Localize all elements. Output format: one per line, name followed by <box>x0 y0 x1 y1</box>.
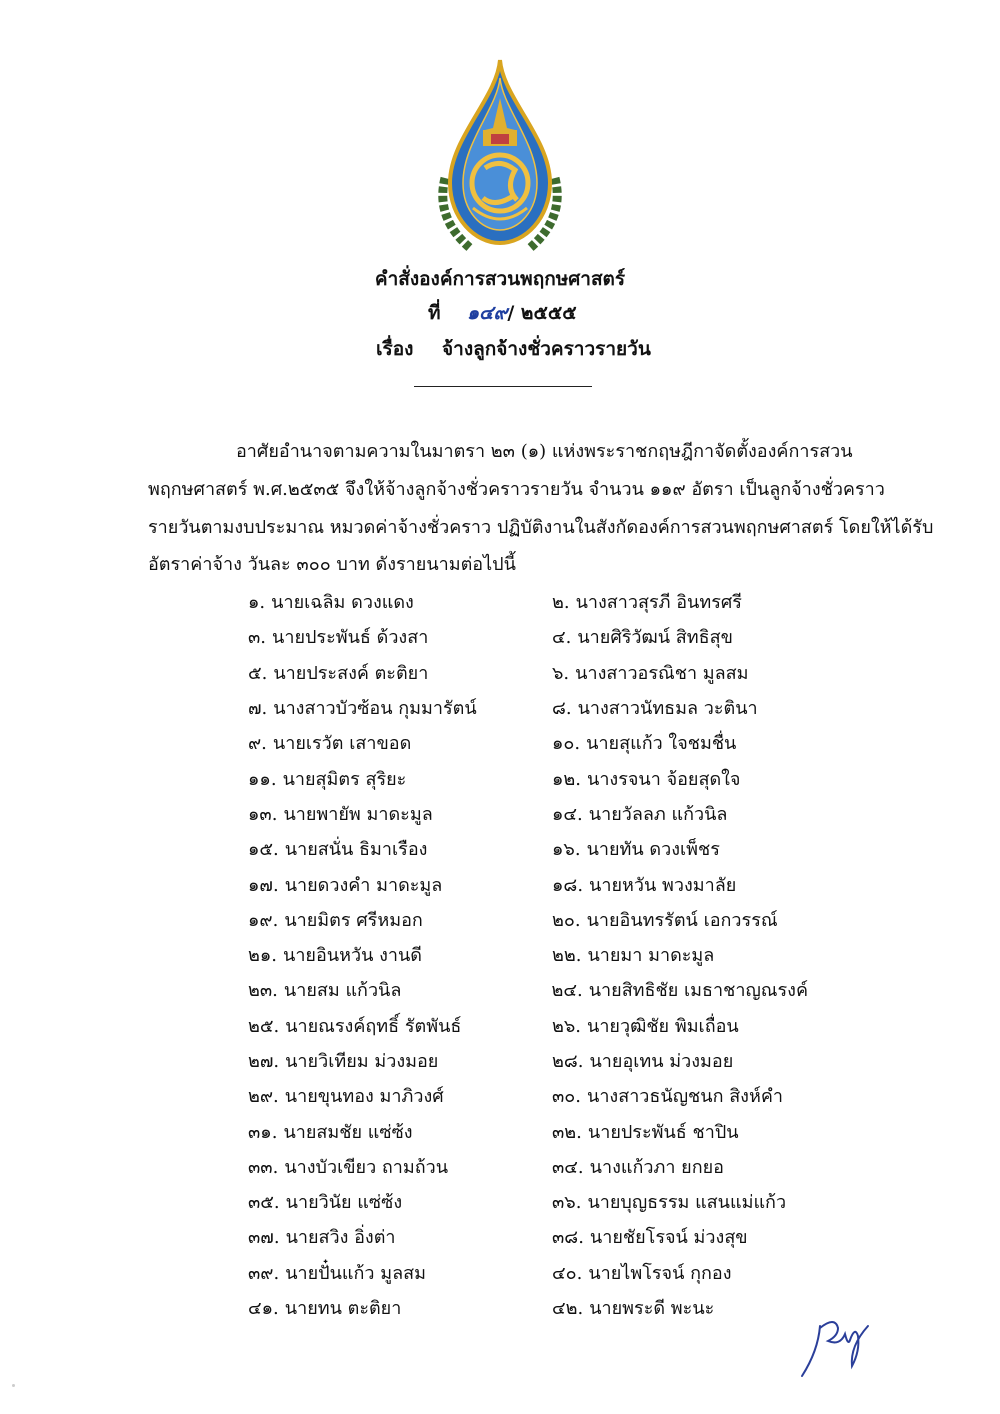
entry-number: ๑๘. <box>552 874 584 896</box>
entry-name: นางสาวบัวซ้อน กุมมารัตน์ <box>273 698 477 720</box>
entry-name: นายอินทรรัตน์ เอกวรรณ์ <box>586 909 778 931</box>
name-entry <box>552 1081 783 1110</box>
name-entry <box>248 1187 552 1216</box>
entry-name: นายวิเทียม ม่วงมอย <box>285 1051 439 1072</box>
entry-name: นายอุเทน ม่วงมอย <box>589 1051 734 1072</box>
name-entry <box>248 622 552 651</box>
name-entry <box>552 728 736 757</box>
entry-name: นายสวิง อิ่งต่า <box>285 1227 396 1249</box>
number-label: ที่ <box>428 302 441 324</box>
name-row <box>248 1255 808 1290</box>
name-row <box>248 1219 808 1254</box>
entry-number: ๒๗. <box>248 1051 280 1072</box>
entry-number: ๗. <box>248 698 268 720</box>
name-row <box>248 584 808 619</box>
body-line-2: พฤกษศาสตร์ พ.ศ.๒๕๓๕ จึงให้จ้างลูกจ้างชั่วคราวรายวัน จำนวน ๑๑๙ อัตรา เป็นลูกจ้างชั่วคราว <box>148 479 885 500</box>
entry-name: นายสิทธิชัย เมธาชาญณรงค์ <box>588 980 808 1002</box>
entry-name: นายสนั่น ธิมาเรือง <box>284 839 428 861</box>
name-entry <box>552 975 808 1004</box>
entry-name: นายสุมิตร สุริยะ <box>282 768 407 790</box>
entry-name: นายดวงคำ มาดะมูล <box>284 874 443 896</box>
name-entry <box>552 622 733 651</box>
name-entry <box>552 940 714 969</box>
name-row <box>248 725 808 760</box>
entry-name: นางสาวนัทธมล วะตินา <box>577 698 758 720</box>
entry-number: ๒๘. <box>552 1051 584 1072</box>
divider <box>414 386 592 387</box>
name-entry <box>248 1152 552 1181</box>
entry-name: นายทน ตะติยา <box>284 1298 402 1320</box>
name-row <box>248 1043 808 1078</box>
subject-text: จ้างลูกจ้างชั่วคราวรายวัน <box>442 338 651 360</box>
name-row <box>248 1149 808 1184</box>
name-entry <box>552 1152 724 1181</box>
entry-number: ๑๒. <box>552 768 582 790</box>
entry-number: ๓๕. <box>248 1192 280 1214</box>
entry-number: ๒๙. <box>248 1086 279 1108</box>
body-line-3: รายวันตามงบประมาณ หมวดค่าจ้างชั่วคราว ปฏิบัติงานในสังกัดองค์การสวนพฤกษศาสตร์ โดยให้ได้รับ <box>148 517 934 538</box>
entry-number: ๔. <box>552 627 572 649</box>
entry-number: ๑๖. <box>552 839 581 861</box>
entry-name: นายมา มาดะมูล <box>587 945 715 967</box>
name-entry <box>248 870 552 899</box>
subject-line <box>376 334 651 364</box>
name-row <box>248 760 808 795</box>
entry-name: นายประพันธ์ ด้วงสา <box>272 627 429 649</box>
organization-logo <box>425 58 575 258</box>
entry-name: นายเรวัต เสาขอด <box>272 733 412 755</box>
name-entry <box>248 728 552 757</box>
entry-number: ๑๔. <box>552 803 583 825</box>
name-entry <box>248 764 552 793</box>
entry-name: นางสาวสุรภี อินทรศรี <box>575 592 742 614</box>
entry-number: ๑๙. <box>248 909 279 931</box>
name-entry <box>248 905 552 934</box>
entry-number: ๓๙. <box>248 1262 280 1284</box>
entry-name: นายทัน ดวงเพ็ชร <box>586 839 720 861</box>
entry-number: ๓๒. <box>552 1121 582 1143</box>
name-row <box>248 619 808 654</box>
name-entry <box>248 1046 552 1075</box>
name-entry <box>552 1117 739 1146</box>
name-row <box>248 831 808 866</box>
body-line-1: อาศัยอำนาจตามความในมาตรา ๒๓ (๑) แห่งพระราชกฤษฎีกาจัดตั้งองค์การสวน <box>236 441 853 462</box>
name-entry <box>552 1011 739 1040</box>
name-entry <box>248 1293 552 1322</box>
entry-number: ๓๘. <box>552 1227 584 1249</box>
entry-number: ๓๓. <box>248 1156 279 1178</box>
entry-name: นางแก้วภา ยกยอ <box>589 1156 724 1178</box>
entry-name: นายพระดี พะนะ <box>589 1298 715 1320</box>
name-entry <box>552 834 720 863</box>
name-row <box>248 690 808 725</box>
entry-name: นายสมชัย แซ่ซ้ง <box>283 1121 413 1143</box>
entry-number: ๑. <box>248 592 266 614</box>
name-entry <box>248 1117 552 1146</box>
name-row <box>248 655 808 690</box>
name-entry <box>248 975 552 1004</box>
entry-name: นายประสงค์ ตะติยา <box>273 662 429 684</box>
entry-number: ๔๐. <box>552 1262 583 1284</box>
entry-name: นายขุนทอง มาภิวงศ์ <box>284 1086 444 1108</box>
name-row <box>248 866 808 901</box>
name-entry <box>552 905 778 934</box>
entry-name: นายสม แก้วนิล <box>283 980 402 1002</box>
entry-number: ๒๒. <box>552 945 582 967</box>
entry-name: นายพายัพ มาดะมูล <box>283 803 433 825</box>
entry-name: นายสุแก้ว ใจชมชื่น <box>586 733 737 755</box>
entry-number: ๒๖. <box>552 1015 582 1037</box>
entry-number: ๔๒. <box>552 1298 584 1320</box>
name-entry <box>248 799 552 828</box>
entry-number: ๘. <box>552 698 572 720</box>
name-row <box>248 1113 808 1148</box>
name-row <box>248 1290 808 1325</box>
name-entry <box>552 587 742 616</box>
entry-number: ๑๑. <box>248 768 277 790</box>
handwritten-order-number: ๑๔๙ <box>467 302 508 324</box>
order-year: / ๒๕๕๕ <box>507 302 577 324</box>
entry-name: นายมิตร ศรีหมอก <box>284 909 423 931</box>
entry-number: ๒. <box>552 592 570 614</box>
name-entry <box>552 693 758 722</box>
subject-label: เรื่อง <box>376 338 414 360</box>
entry-number: ๙. <box>248 733 267 755</box>
name-entry <box>552 799 727 828</box>
entry-name: นายวัลลภ แก้วนิล <box>588 803 728 825</box>
entry-number: ๑๗. <box>248 874 279 896</box>
entry-name: นายศิริวัฒน์ สิทธิสุข <box>577 627 733 649</box>
name-entry <box>248 834 552 863</box>
entry-number: ๓๑. <box>248 1121 278 1143</box>
name-row <box>248 1078 808 1113</box>
name-row <box>248 902 808 937</box>
name-entry <box>552 1222 748 1251</box>
entry-number: ๒๑. <box>248 945 278 967</box>
entry-number: ๒๓. <box>248 980 278 1002</box>
name-entry <box>552 1187 786 1216</box>
entry-number: ๕. <box>248 662 268 684</box>
entry-name: นายอินหวัน งานดี <box>283 945 422 967</box>
name-entry <box>248 658 552 687</box>
entry-number: ๒๔. <box>551 980 583 1002</box>
entry-name: นางสาวธนัญชนก สิงห์คำ <box>587 1086 783 1108</box>
name-row <box>248 937 808 972</box>
entry-name: นายปั๋นแก้ว มูลสม <box>285 1262 426 1284</box>
name-entry <box>552 1258 732 1287</box>
name-entry <box>552 658 749 687</box>
employee-list <box>248 584 808 1325</box>
entry-number: ๑๓. <box>248 803 278 825</box>
name-entry <box>552 870 736 899</box>
scan-speck <box>12 1384 15 1387</box>
entry-name: นายชัยโรจน์ ม่วงสุข <box>589 1227 748 1249</box>
name-row <box>248 1184 808 1219</box>
name-row <box>248 796 808 831</box>
name-entry <box>248 940 552 969</box>
entry-name: นางสาวอรณิชา มูลสม <box>575 662 749 684</box>
entry-number: ๓๐. <box>552 1086 582 1108</box>
entry-name: นายณรงค์ฤทธิ์ รัตพันธ์ <box>285 1015 462 1037</box>
name-entry <box>248 1258 552 1287</box>
entry-name: นายวินัย แซ่ซ้ง <box>285 1192 403 1214</box>
entry-number: ๒๐. <box>552 909 581 931</box>
order-title: คำสั่งองค์การสวนพฤกษศาสตร์ <box>374 268 626 290</box>
body-line-4: อัตราค่าจ้าง วันละ ๓๐๐ บาท ดังรายนามต่อไปนี้ <box>148 554 516 575</box>
name-entry <box>248 1222 552 1251</box>
name-entry <box>248 693 552 722</box>
name-row <box>248 1008 808 1043</box>
name-entry <box>248 1011 552 1040</box>
signature <box>790 1306 885 1386</box>
entry-number: ๖. <box>552 662 570 684</box>
name-row <box>248 972 808 1007</box>
entry-number: ๑๐. <box>552 733 581 755</box>
name-entry <box>552 1293 714 1322</box>
entry-number: ๔๑. <box>248 1298 279 1320</box>
order-number-line <box>428 298 577 328</box>
entry-number: ๑๕. <box>248 839 279 861</box>
entry-number: ๓๖. <box>552 1192 582 1214</box>
name-entry <box>248 1081 552 1110</box>
entry-number: ๒๕. <box>248 1015 280 1037</box>
entry-name: นางรจนา จ้อยสุดใจ <box>587 768 741 790</box>
entry-name: นายประพันธ์ ชาปิน <box>587 1121 739 1143</box>
name-entry <box>552 764 740 793</box>
entry-number: ๓๗. <box>248 1227 280 1249</box>
entry-number: ๓. <box>248 627 267 649</box>
name-entry <box>248 587 552 616</box>
entry-name: นายไพโรจน์ กุกอง <box>588 1262 732 1284</box>
entry-number: ๓๔. <box>552 1156 584 1178</box>
entry-name: นางบัวเขียว ถามถ้วน <box>284 1156 449 1178</box>
name-entry <box>552 1046 733 1075</box>
entry-name: นายบุญธรรม แสนแม่แก้ว <box>587 1192 787 1214</box>
entry-name: นายเฉลิม ดวงแดง <box>271 592 414 614</box>
entry-name: นายหวัน พวงมาลัย <box>589 874 737 896</box>
entry-name: นายวุฒิชัย พิมเถื่อน <box>587 1015 739 1037</box>
